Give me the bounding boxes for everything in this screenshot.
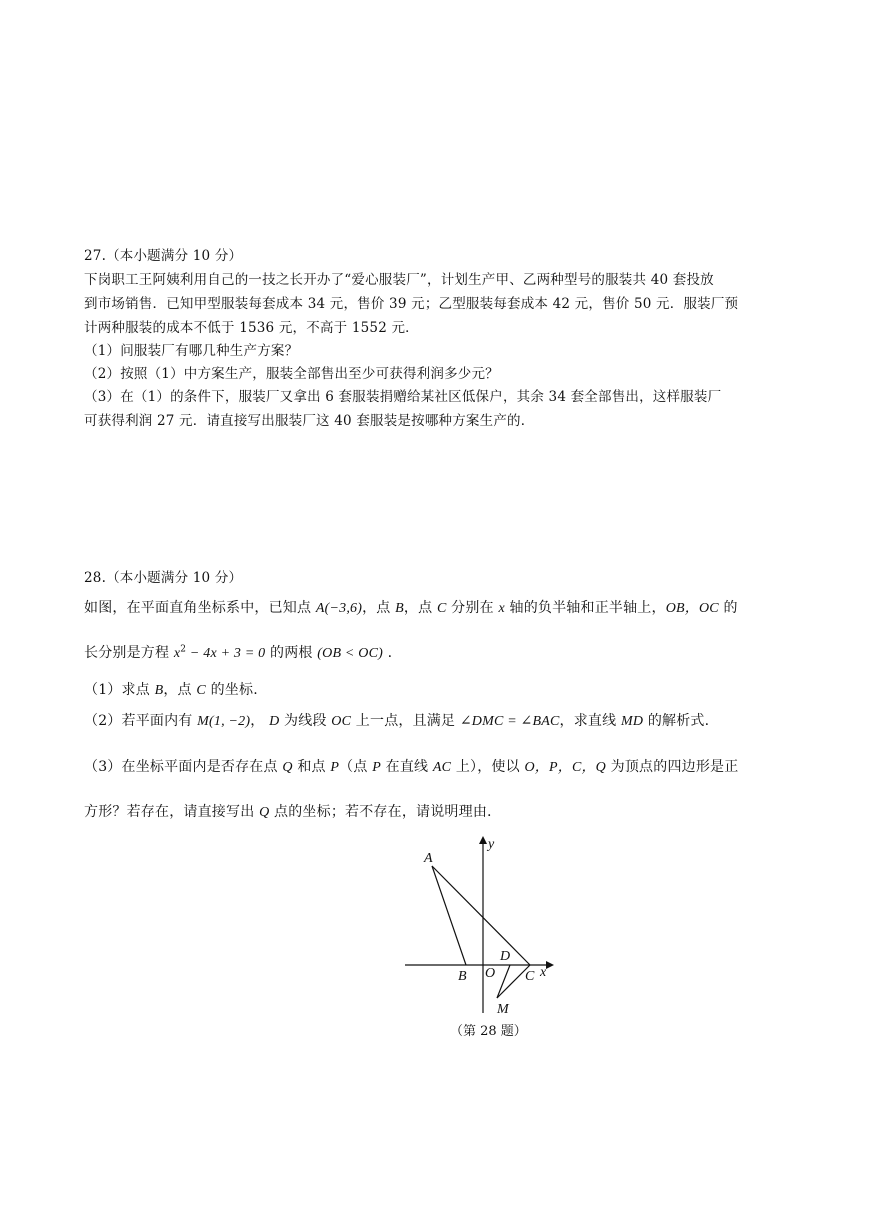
- q28-header: 28.（本小题满分 10 分）: [84, 570, 243, 586]
- angle-condition: ∠DMC = ∠BAC: [459, 714, 560, 729]
- label-o: O: [485, 966, 496, 981]
- label-a: A: [424, 851, 433, 866]
- q27-line-2: 到市场销售．已知甲型服装每套成本 34 元，售价 39 元；乙型服装每套成本 42 元，售价 50 元．服装厂预: [84, 296, 739, 312]
- point-b: B: [154, 683, 164, 698]
- q27-part-3: （3）在（1）的条件下，服装厂又拿出 6 套服装捐赠给某社区低保户，其余 34 套全部售出，这样服装厂: [84, 389, 722, 405]
- text: ，: [250, 713, 270, 729]
- text: ，点: [403, 600, 437, 616]
- text: 点的坐标；若不存在，请说明理由.: [269, 804, 492, 820]
- label-c: C: [525, 969, 535, 984]
- text: 分别在: [446, 600, 499, 616]
- point-b: B: [395, 601, 404, 616]
- segment-ab: [432, 866, 466, 965]
- point-p: P: [372, 760, 381, 775]
- point-a-coord: A(−3,6): [315, 601, 363, 616]
- line-ac: AC: [432, 760, 452, 775]
- point-d: D: [269, 714, 280, 729]
- text: 在直线: [380, 759, 433, 775]
- text: 为顶点的四边形是正: [606, 759, 739, 775]
- text: ，点: [362, 600, 396, 616]
- line-md: MD: [620, 714, 644, 729]
- text: 的两根: [265, 645, 318, 661]
- points-opcq: O，P，C，Q: [524, 760, 606, 775]
- text: （2）若平面内有: [84, 713, 198, 729]
- q27-part-2: （2）按照（1）中方案生产，服装全部售出至少可获得利润多少元？: [84, 366, 499, 382]
- text: ，点: [163, 682, 197, 698]
- equation-exponent: 2: [180, 644, 187, 655]
- point-c: C: [436, 601, 447, 616]
- label-m: M: [497, 1002, 509, 1017]
- text: .: [382, 645, 393, 661]
- text: 上一点，且满足: [351, 713, 460, 729]
- point-q: Q: [282, 760, 293, 775]
- equation-condition: (OB < OC): [317, 646, 383, 661]
- text: 方形？若存在，请直接写出: [84, 804, 260, 820]
- text: 的: [718, 600, 738, 616]
- q27-header: 27.（本小题满分 10 分）: [84, 248, 243, 264]
- x-var: x: [498, 601, 505, 616]
- point-p: P: [330, 760, 340, 775]
- text: 长分别是方程: [84, 645, 174, 661]
- equation-rest: − 4x + 3 = 0: [186, 646, 266, 661]
- equation-x: x: [173, 646, 181, 661]
- segment-oc: OC: [331, 714, 352, 729]
- q27-line-3: 计两种服装的成本不低于 1536 元，不高于 1552 元．: [84, 320, 419, 336]
- text: 轴的负半轴和正半轴上，: [504, 600, 666, 616]
- figure-caption: （第 28 题）: [450, 1024, 527, 1039]
- point-q: Q: [259, 805, 270, 820]
- q27-part-1: （1）问服装厂有哪几种生产方案？: [84, 343, 299, 359]
- text: ，求直线: [559, 713, 621, 729]
- point-m-coord: M(1, −2): [197, 714, 251, 729]
- label-d: D: [500, 949, 511, 964]
- text: （1）求点: [84, 682, 155, 698]
- q27-part-3-cont: 可获得利润 27 元．请直接写出服装厂这 40 套服装是按哪种方案生产的．: [84, 413, 535, 429]
- ob-oc: OB，OC: [665, 601, 719, 616]
- text: （点: [339, 759, 373, 775]
- text: 的解析式.: [643, 713, 710, 729]
- label-x: x: [540, 965, 547, 980]
- text: 的坐标.: [205, 682, 258, 698]
- segment-md: [497, 965, 510, 998]
- text: （3）在坐标平面内是否存在点: [84, 759, 283, 775]
- text: 上），使以: [451, 759, 525, 775]
- text: 如图，在平面直角坐标系中，已知点: [84, 600, 316, 616]
- q27-line-1: 下岗职工王阿姨利用自己的一技之长开办了“爱心服装厂”，计划生产甲、乙两种型号的服装共 40 套投放: [84, 272, 714, 288]
- label-b: B: [458, 969, 467, 984]
- text: 和点: [292, 759, 331, 775]
- text: 为线段: [279, 713, 332, 729]
- label-y: y: [488, 837, 495, 852]
- point-c: C: [196, 683, 206, 698]
- segment-ac: [432, 866, 530, 965]
